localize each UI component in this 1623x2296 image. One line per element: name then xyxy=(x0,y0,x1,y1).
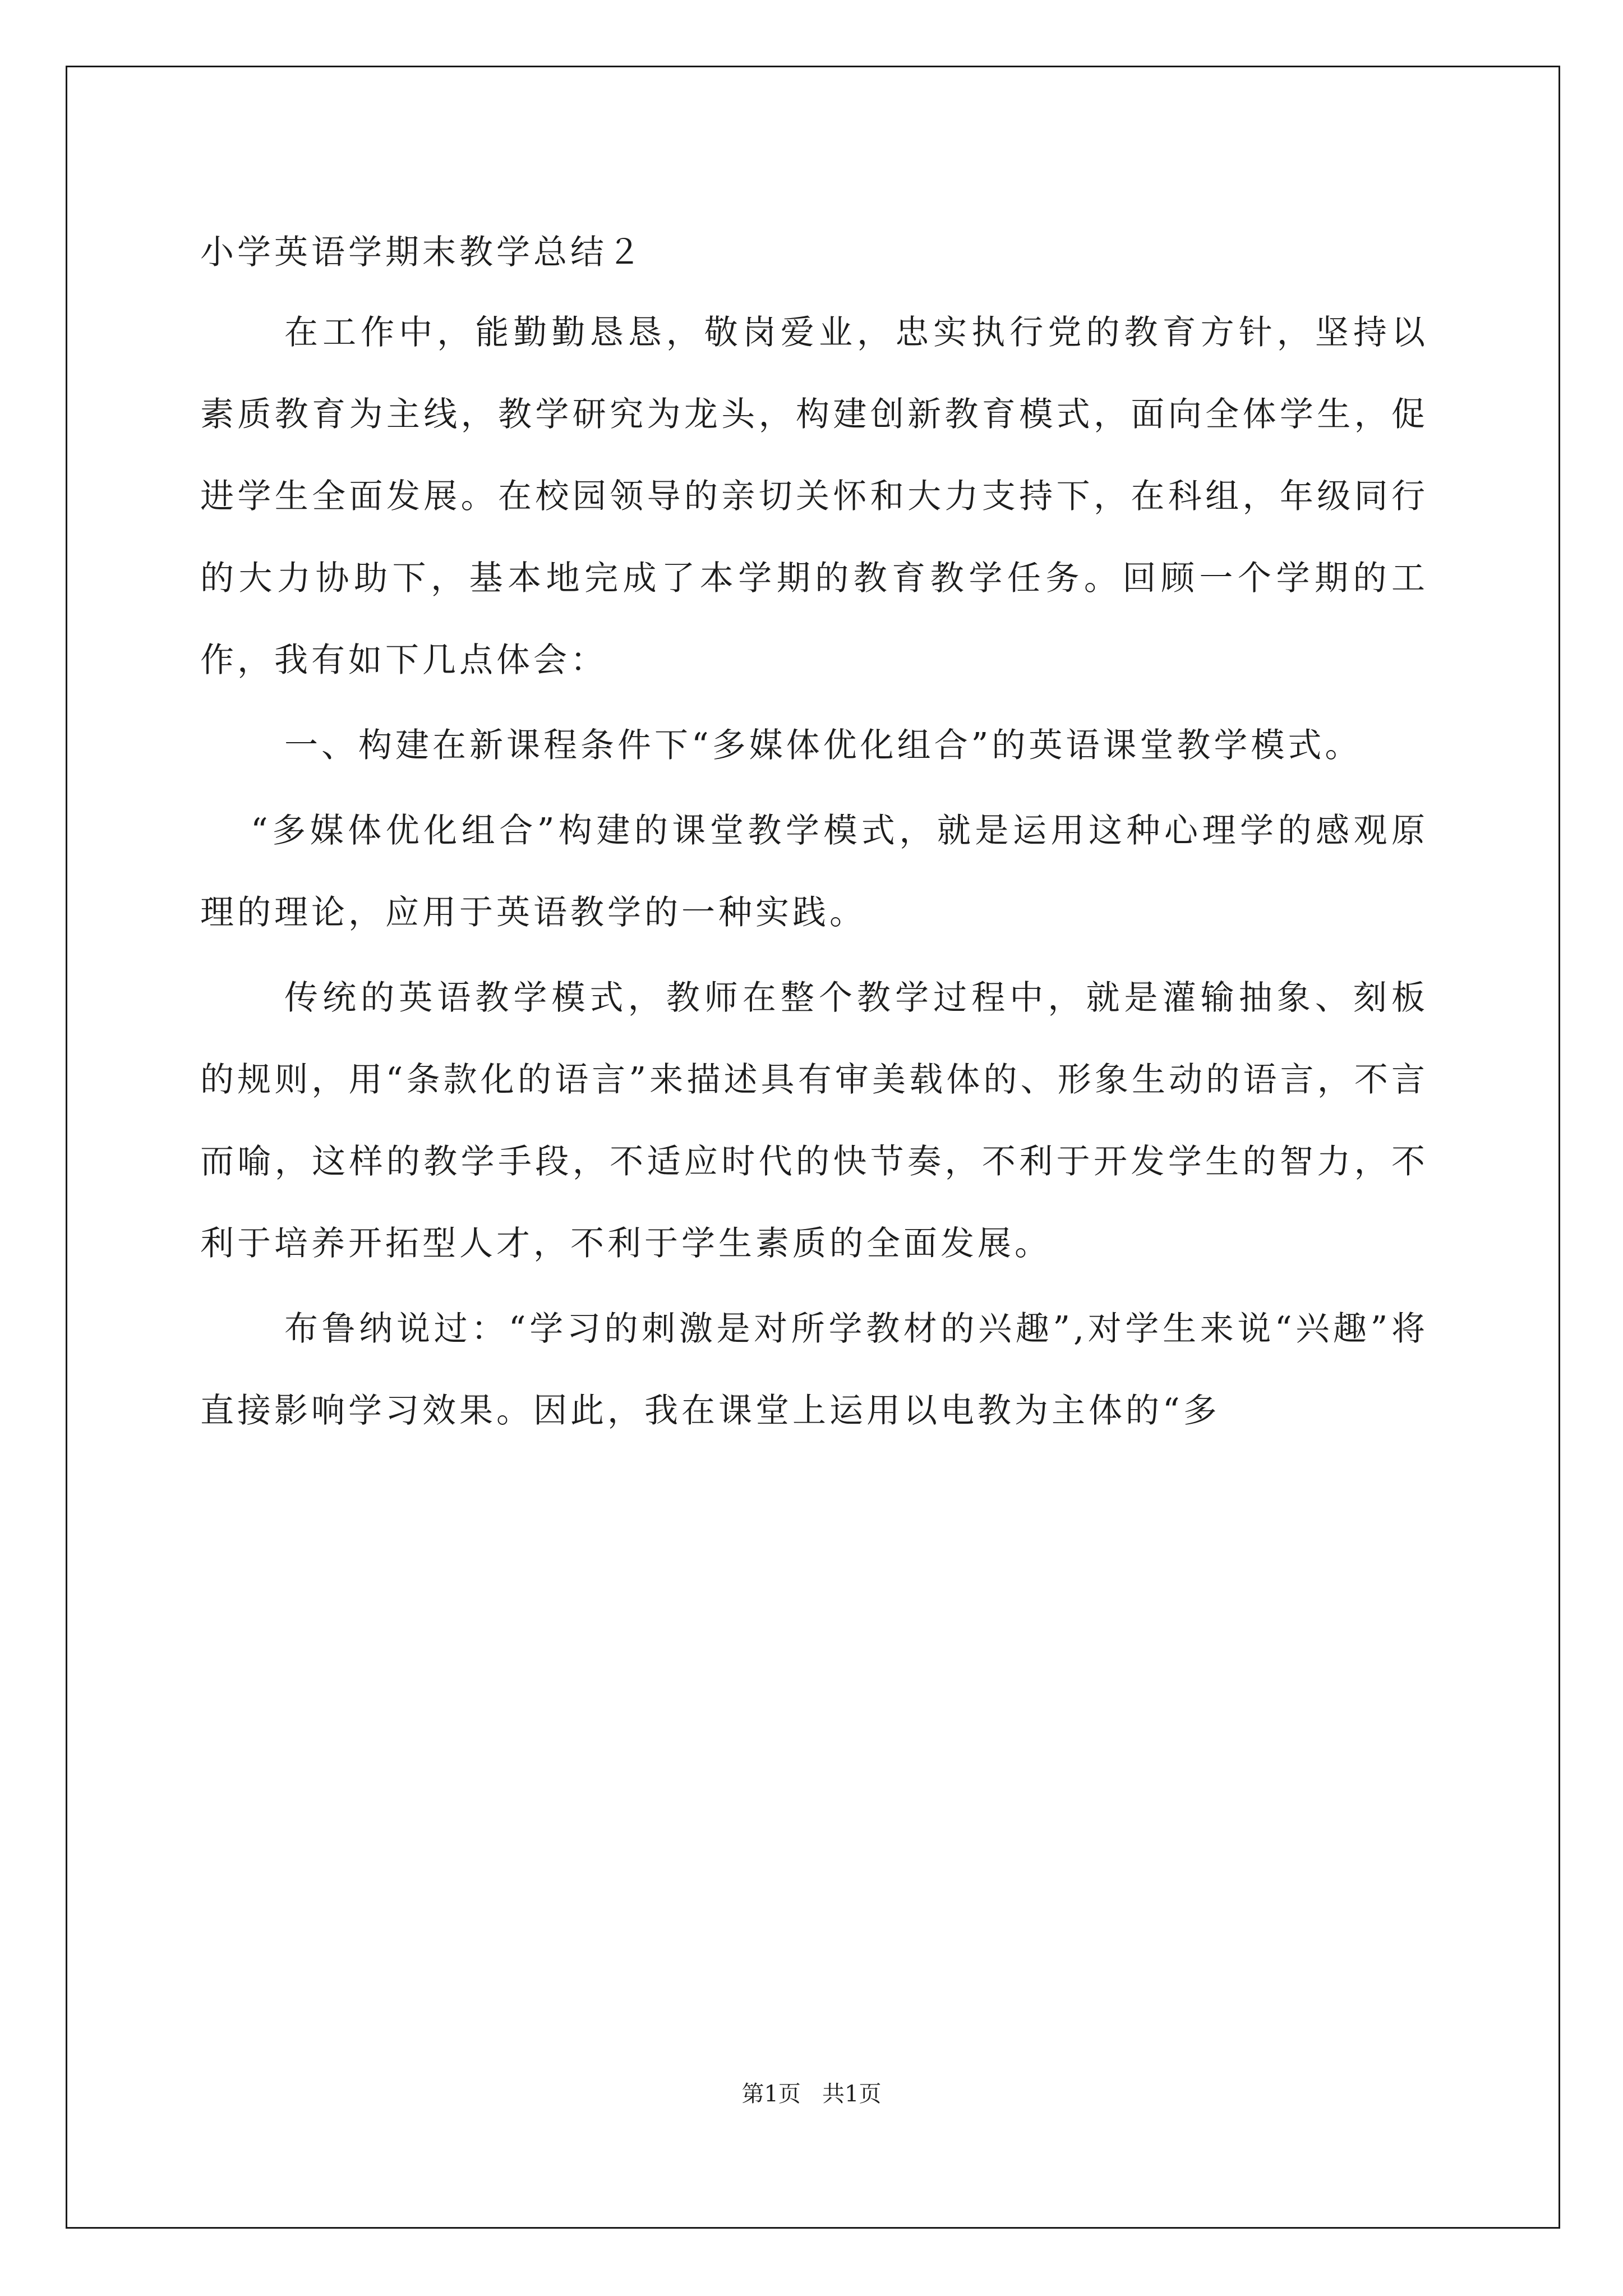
paragraph: 一、构建在新课程条件下“多媒体优化组合”的英语课堂教学模式。 xyxy=(284,726,1362,765)
paragraph: “多媒体优化组合”构建的课堂教学模式，就是运用这种心理学的感观原理的理论，应用于英语教学的一种实践。 xyxy=(200,811,1428,932)
paragraph: 在工作中，能勤勤恳恳，敬岗爱业，忠实执行党的教育方针，坚持以素质教育为主线，教学研究为龙头，构建创新教育模式，面向全体学生，促进学生全面发展。在校园领导的亲切关怀和大力支持下，在科组，年级同行的大力协助下，基本地完成了本学期的教育教学任务。回顾一个学期的工作，我有如下几点体会： xyxy=(200,313,1428,680)
paragraph: 布鲁纳说过：“学习的刺激是对所学教材的兴趣”,对学生来说“兴趣”将直接影响学习效果。因此，我在课堂上运用以电教为主体的“多 xyxy=(200,1309,1428,1430)
paragraph: 传统的英语教学模式，教师在整个教学过程中，就是灌输抽象、刻板的规则，用“条款化的语言”来描述具有审美载体的、形象生动的语言，不言而喻，这样的教学手段，不适应时代的快节奏，不利于开发学生的智力，不利于培养开拓型人才，不利于学生素质的全面发展。 xyxy=(200,978,1428,1263)
document-body xyxy=(200,216,1428,1452)
document-title: 小学英语学期末教学总结２ xyxy=(200,233,644,272)
page-footer: 第1页 共1页 xyxy=(741,2081,882,2107)
